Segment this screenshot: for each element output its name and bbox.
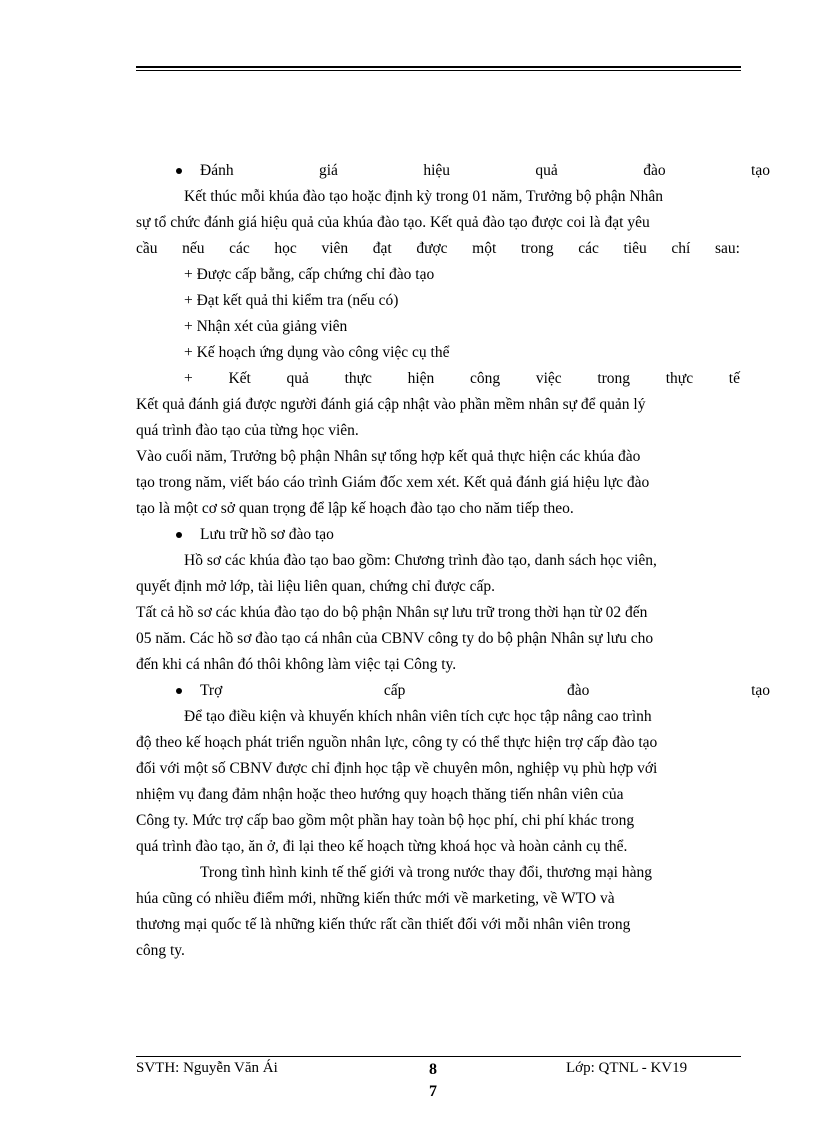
- section-heading-records: [136, 522, 740, 548]
- heading-word: tạo: [751, 162, 770, 179]
- text-line: công ty.: [136, 942, 185, 959]
- footer-rule: [136, 1056, 741, 1057]
- criteria-item: + Nhận xét của giảng viên: [184, 318, 348, 335]
- text-line: Tất cả hồ sơ các khúa đào tạo do bộ phận Nhân sự lưu trữ trong thời hạn từ 02 đến: [136, 604, 648, 621]
- word: sau:: [714, 240, 740, 257]
- document-body: [136, 158, 770, 964]
- page-number-top: 8: [429, 1061, 437, 1078]
- criteria-item-justified: [136, 366, 740, 392]
- heading-word: đào: [567, 682, 590, 699]
- word: viên: [321, 240, 349, 257]
- text-line: Trong tình hình kinh tế thế giới và trong nước thay đổi, thương mại hàng: [200, 864, 652, 881]
- word: trong: [597, 370, 631, 387]
- text-line: độ theo kế hoạch phát triển nguồn nhân lực, công ty có thể thực hiện trợ cấp đào tạo: [136, 734, 658, 751]
- section-heading-subsidy: [136, 678, 770, 704]
- word: chí: [671, 240, 691, 257]
- heading-word: Đánh: [200, 162, 234, 179]
- text-line: Hồ sơ các khúa đào tạo bao gồm: Chương trình đào tạo, danh sách học viên,: [184, 552, 657, 569]
- bullet-icon: [176, 168, 182, 174]
- text-line: tạo là một cơ sở quan trọng để lập kế hoạch đào tạo cho năm tiếp theo.: [136, 500, 574, 517]
- word: một: [472, 240, 497, 257]
- text-line: húa cũng có nhiều điểm mới, những kiến thức mới về marketing, về WTO và: [136, 890, 615, 907]
- footer-class-label: Lớp: QTNL - KV19: [566, 1060, 688, 1076]
- text-line: Để tạo điều kiện và khuyến khích nhân viên tích cực học tập nâng cao trình: [184, 708, 652, 725]
- heading-word: quả: [535, 162, 558, 179]
- word: quả: [286, 370, 309, 387]
- heading-word: cấp: [383, 682, 406, 699]
- word: trong: [520, 240, 554, 257]
- word: thực: [665, 370, 694, 387]
- text-line: đến khi cá nhân đó thôi không làm việc tại Công ty.: [136, 656, 457, 673]
- footer-page-number: [428, 1059, 438, 1103]
- text-line: thương mại quốc tế là những kiến thức rất cần thiết đối với mỗi nhân viên trong: [136, 916, 631, 933]
- heading-text: Lưu trữ hồ sơ đào tạo: [200, 526, 334, 543]
- word: Kết: [228, 370, 251, 387]
- text-line: tạo trong năm, viết báo cáo trình Giám đốc xem xét. Kết quả đánh giá hiệu lực đào: [136, 474, 650, 491]
- word: tế: [728, 370, 740, 387]
- word: đạt: [372, 240, 392, 257]
- heading-word: tạo: [751, 682, 770, 699]
- text-line: Kết thúc mỗi khúa đào tạo hoặc định kỳ trong 01 năm, Trưởng bộ phận Nhân: [184, 188, 663, 205]
- text-line-justified: [136, 236, 740, 262]
- text-line: Kết quả đánh giá được người đánh giá cập nhật vào phần mềm nhân sự để quản lý: [136, 396, 646, 413]
- header-rule-thick: [136, 66, 741, 68]
- heading-word: đào: [643, 162, 666, 179]
- text-line: sự tổ chức đánh giá hiệu quả của khúa đào tạo. Kết quả đào tạo được coi là đạt yêu: [136, 214, 650, 231]
- text-line: quyết định mở lớp, tài liệu liên quan, chứng chỉ được cấp.: [136, 578, 496, 595]
- word: nếu: [182, 240, 205, 257]
- word: các: [578, 240, 599, 257]
- header-rule-thin: [136, 70, 741, 71]
- word: cầu: [136, 240, 158, 257]
- word: việc: [535, 370, 562, 387]
- word: tiêu: [623, 240, 647, 257]
- text-line: nhiệm vụ đang đảm nhận hoặc theo hướng quy hoạch thăng tiến nhân viên của: [136, 786, 624, 803]
- text-line: quá trình đào tạo, ăn ở, đi lại theo kế hoạch từng khoá học và hoàn cảnh cụ thể.: [136, 838, 628, 855]
- criteria-item: + Đạt kết quả thi kiểm tra (nếu có): [184, 292, 399, 309]
- word: công: [470, 370, 501, 387]
- text-line: quá trình đào tạo của từng học viên.: [136, 422, 359, 439]
- section-heading-evaluation: [136, 158, 770, 184]
- criteria-item: + Kế hoạch ứng dụng vào công việc cụ thể: [184, 344, 450, 361]
- text-line: Vào cuối năm, Trưởng bộ phận Nhân sự tổng hợp kết quả thực hiện các khúa đào: [136, 448, 641, 465]
- word: hiện: [407, 370, 435, 387]
- word: +: [184, 370, 193, 387]
- word: các: [229, 240, 250, 257]
- word: thực: [344, 370, 372, 387]
- footer-student-name: SVTH: Nguyễn Văn Ái: [136, 1060, 278, 1076]
- text-line: 05 năm. Các hồ sơ đào tạo cá nhân của CBNV công ty do bộ phận Nhân sự lưu cho: [136, 630, 654, 647]
- heading-word: giá: [318, 162, 338, 179]
- word: học: [274, 240, 297, 257]
- page-number-bottom: 7: [429, 1083, 437, 1100]
- text-line: đối với một số CBNV được chỉ định học tập về chuyên môn, nghiệp vụ phù hợp với: [136, 760, 658, 777]
- text-line: Công ty. Mức trợ cấp bao gồm một phần hay toàn bộ học phí, chi phí khác trong: [136, 812, 635, 829]
- criteria-item: + Được cấp bằng, cấp chứng chỉ đào tạo: [184, 266, 435, 283]
- bullet-icon: [176, 532, 182, 538]
- bullet-icon: [176, 688, 182, 694]
- heading-word: Trợ: [200, 682, 223, 699]
- word: được: [416, 240, 448, 257]
- heading-word: hiệu: [423, 162, 451, 179]
